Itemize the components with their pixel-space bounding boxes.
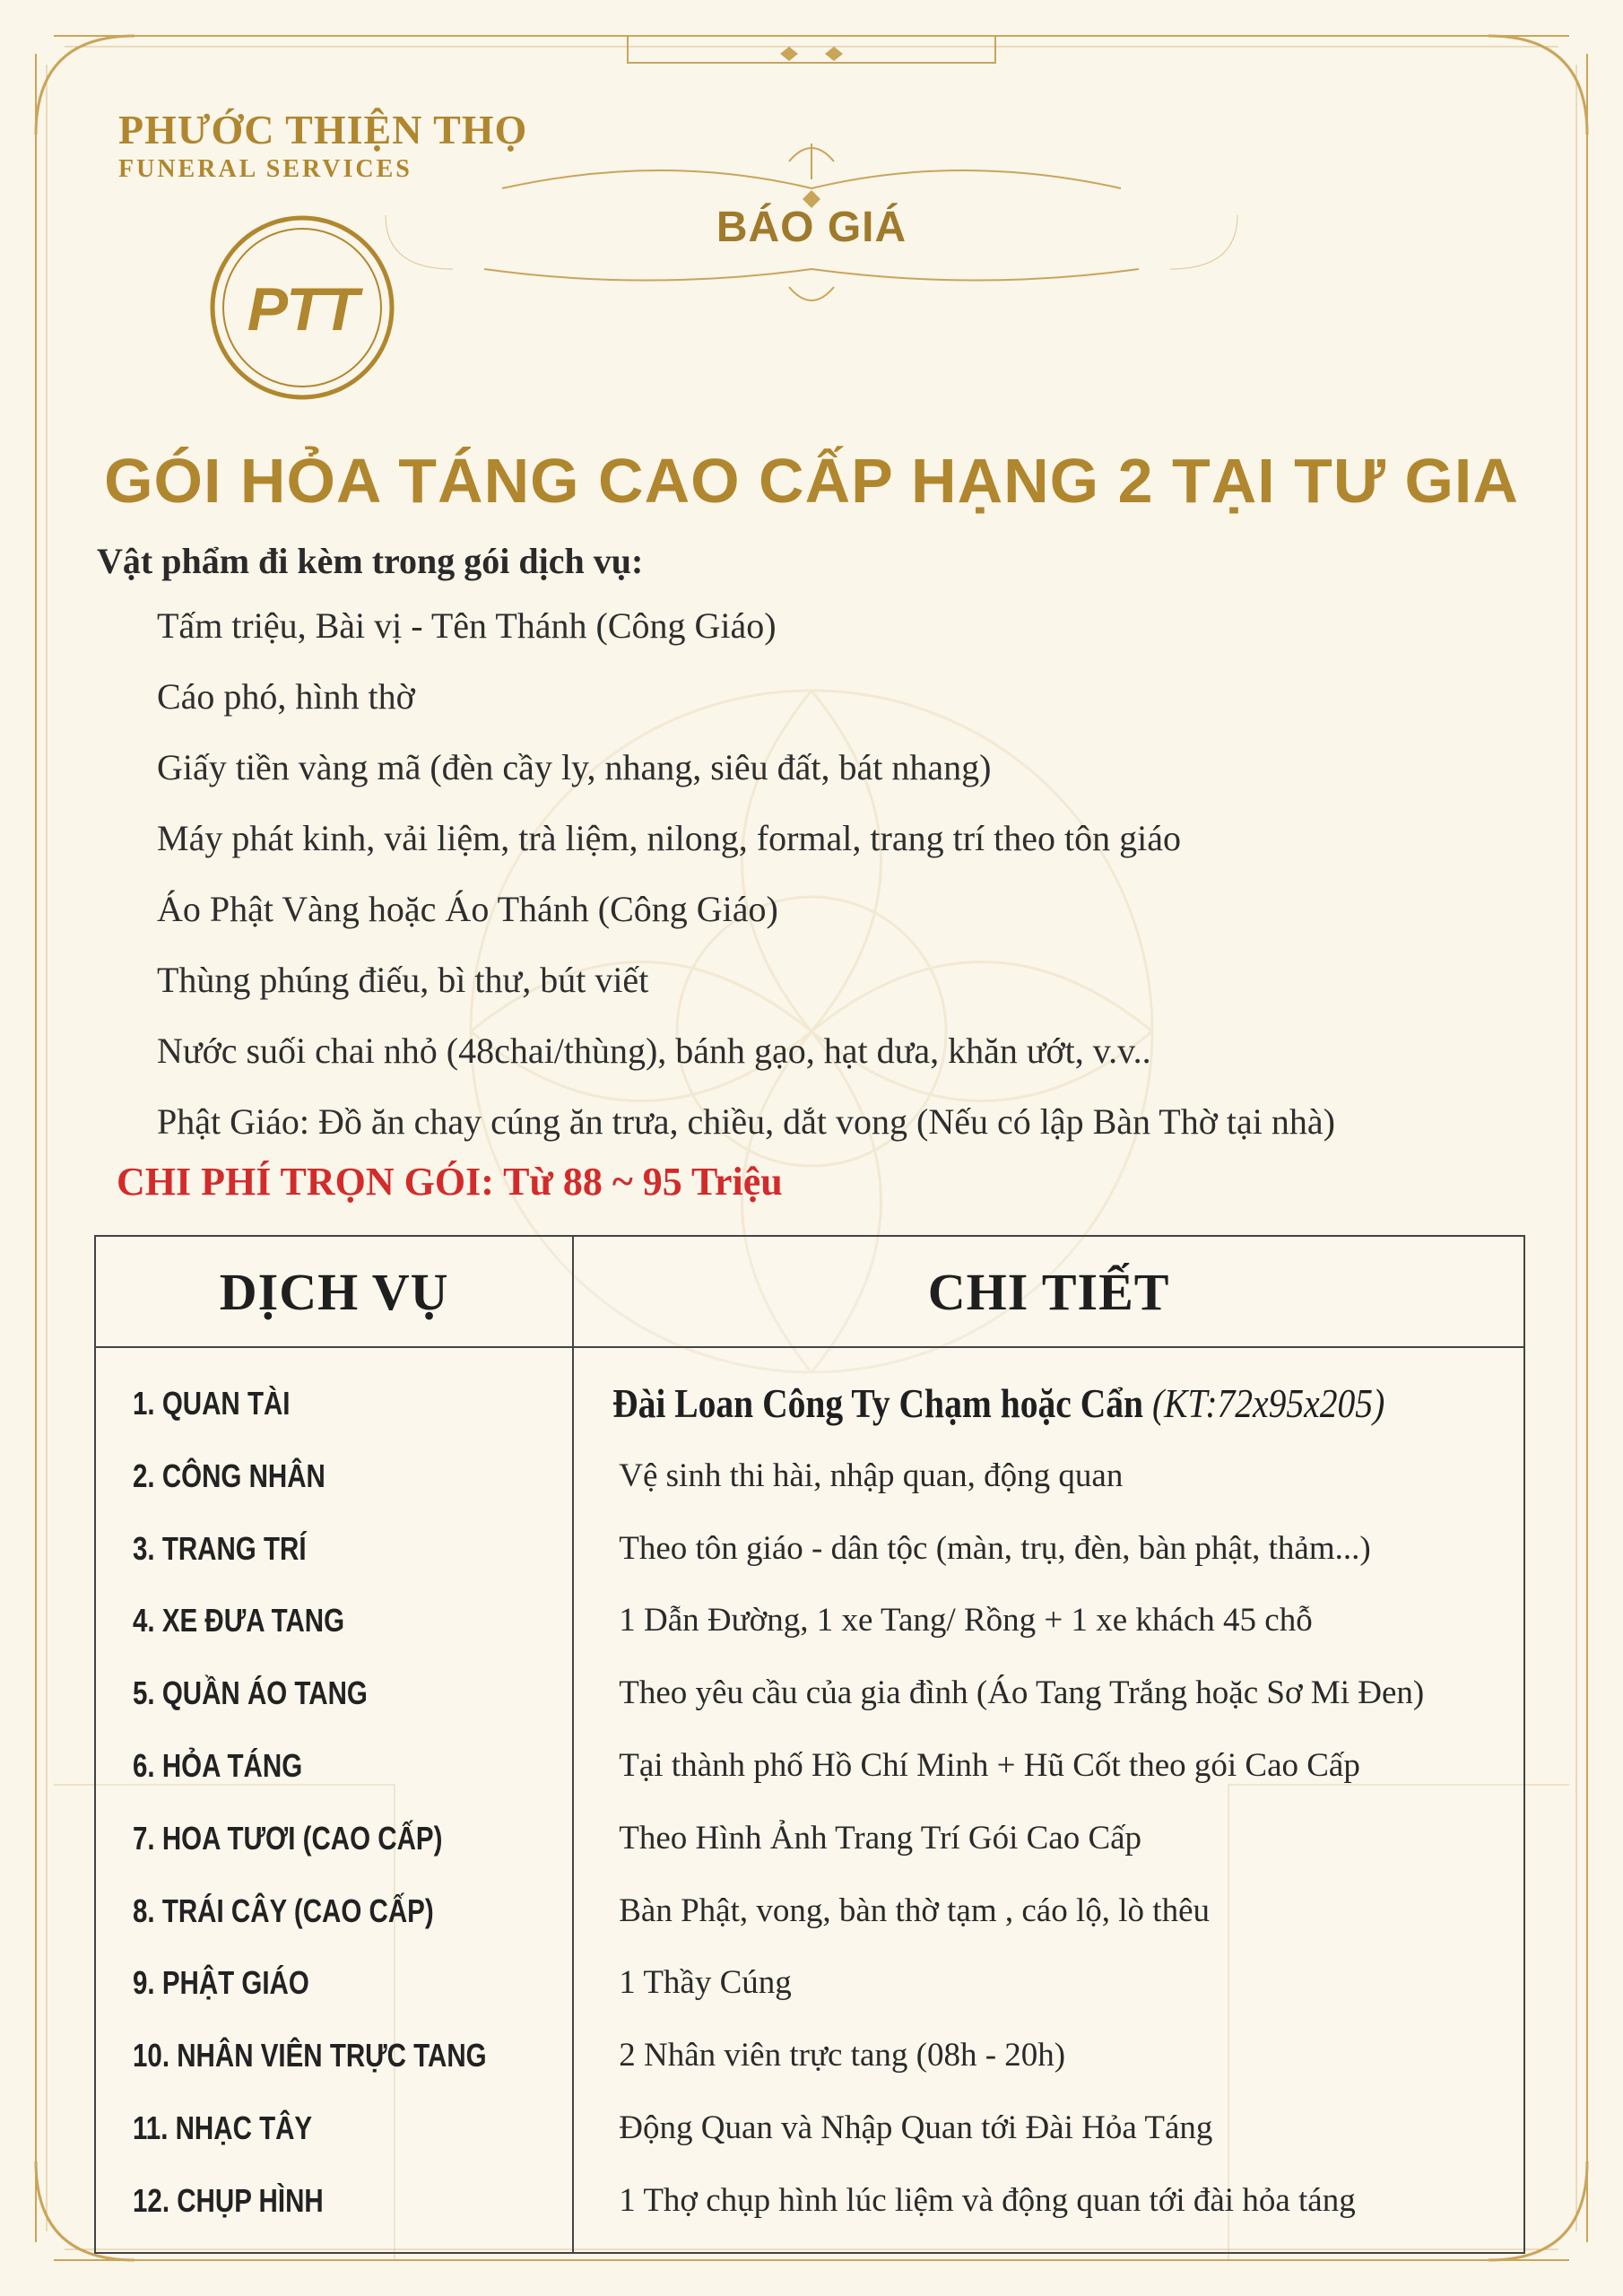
package-title: GÓI HỎA TÁNG CAO CẤP HẠNG 2 TẠI TƯ GIA [104, 446, 1519, 516]
detail-note: (KT:72x95x205) [1152, 1380, 1385, 1426]
service-detail [574, 1368, 1391, 1440]
service-column [95, 1347, 573, 2253]
service-detail: 2 Nhân viên trực tang (08h - 20h) [619, 2037, 1066, 2074]
service-name: 9. PHẬT GIÁO [133, 1964, 309, 2002]
quote-label: BÁO GIÁ [716, 204, 907, 251]
table-body-row [95, 1347, 1524, 2253]
detail-column [573, 1347, 1524, 2253]
service-name: 10. NHÂN VIÊN TRỰC TANG [133, 2037, 487, 2074]
service-detail: 1 Thầy Cúng [619, 1964, 792, 2002]
service-name: 5. QUẦN ÁO TANG [133, 1674, 368, 1712]
table-header-row [95, 1236, 1524, 1347]
service-detail: Bàn Phật, vong, bàn thờ tạm , cáo lộ, lò thêu [619, 1892, 1210, 1929]
service-detail: 1 Thợ chụp hình lúc liệm và động quan tới đài hỏa táng [619, 2181, 1356, 2219]
service-detail: Vệ sinh thi hài, nhập quan, động quan [619, 1457, 1124, 1494]
list-item: Giấy tiền vàng mã (đèn cầy ly, nhang, siêu đất, bát nhang) [157, 747, 992, 787]
service-detail: Động Quan và Nhập Quan tới Đài Hỏa Táng [619, 2109, 1213, 2146]
list-item: Cáo phó, hình thờ [157, 676, 415, 717]
included-items-heading: Vật phẩm đi kèm trong gói dịch vụ: [97, 541, 644, 581]
service-detail: Theo yêu cầu của gia đình (Áo Tang Trắng hoặc Sơ Mi Đen) [619, 1674, 1425, 1712]
service-name: 4. XE ĐƯA TANG [133, 1602, 345, 1639]
service-detail: 1 Dẫn Đường, 1 xe Tang/ Rồng + 1 xe khách 45 chỗ [619, 1602, 1313, 1639]
brand-block [118, 106, 527, 184]
included-items-list [157, 599, 1335, 1166]
brand-subtitle: FUNERAL SERVICES [118, 155, 412, 183]
service-name: 2. CÔNG NHÂN [133, 1457, 325, 1494]
header-detail: CHI TIẾT [573, 1236, 1524, 1347]
service-name: 7. HOA TƯƠI (CAO CẤP) [133, 1819, 443, 1857]
header-service: DỊCH VỤ [95, 1236, 573, 1347]
list-item: Tấm triệu, Bài vị - Tên Thánh (Công Giáo) [157, 605, 777, 646]
service-detail: Theo Hình Ảnh Trang Trí Gói Cao Cấp [619, 1819, 1142, 1857]
list-item: Máy phát kinh, vải liệm, trà liệm, nilong, formal, trang trí theo tôn giáo [157, 818, 1181, 858]
list-item: Thùng phúng điếu, bì thư, bút viết [157, 960, 649, 1000]
brand-name: PHƯỚC THIỆN THỌ [118, 107, 528, 152]
service-name: 6. HỎA TÁNG [133, 1746, 303, 1784]
list-item: Áo Phật Vàng hoặc Áo Thánh (Công Giáo) [157, 889, 778, 929]
package-price: CHI PHÍ TRỌN GÓI: Từ 88 ~ 95 Triệu [117, 1160, 783, 1204]
service-table [94, 1235, 1525, 2254]
list-item: Nước suối chai nhỏ (48chai/thùng), bánh gạo, hạt dưa, khăn ướt, v.v.. [157, 1031, 1151, 1071]
list-item: Phật Giáo: Đồ ăn chay cúng ăn trưa, chiều, dắt vong (Nếu có lập Bàn Thờ tại nhà) [157, 1101, 1335, 1142]
logo-monogram: PTT [247, 275, 358, 344]
service-name: 11. NHẠC TÂY [133, 2109, 313, 2146]
service-name: 8. TRÁI CÂY (CAO CẤP) [133, 1892, 434, 1929]
service-name: 12. CHỤP HÌNH [133, 2181, 324, 2219]
service-detail: Tại thành phố Hồ Chí Minh + Hũ Cốt theo gói Cao Cấp [619, 1746, 1360, 1784]
service-name: 1. QUAN TÀI [133, 1385, 291, 1422]
service-detail: Theo tôn giáo - dân tộc (màn, trụ, đèn, bàn phật, thảm...) [619, 1529, 1371, 1567]
service-name: 3. TRANG TRÍ [133, 1529, 307, 1567]
detail-text: Đài Loan Công Ty Chạm hoặc Cẩn [612, 1380, 1144, 1426]
